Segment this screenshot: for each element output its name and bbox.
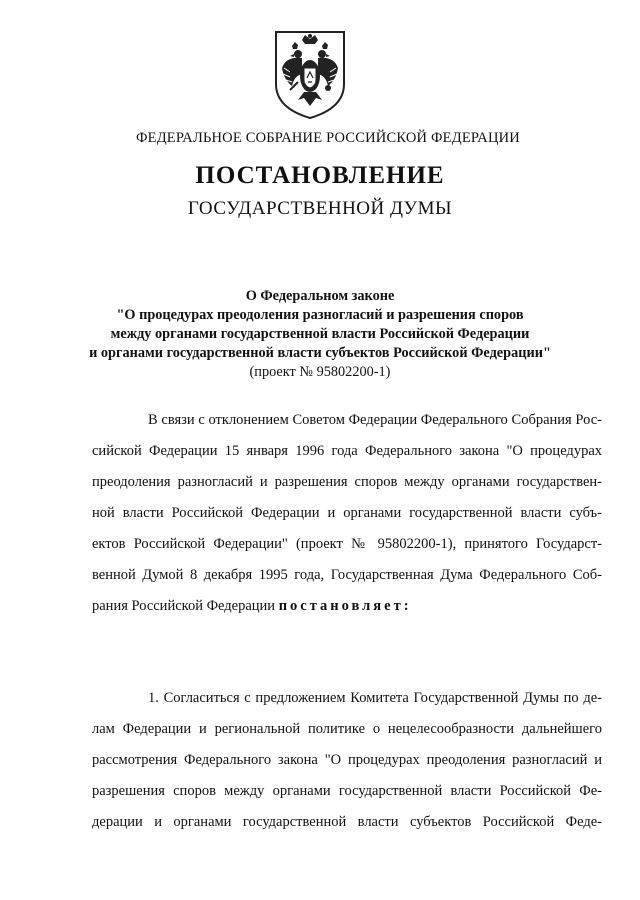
text-line: венной Думой 8 декабря 1995 года, Государственная Дума Федерального Соб-	[92, 567, 602, 583]
text-line: В связи с отклонением Советом Федерации Федерального Собрания Рос-	[148, 412, 602, 428]
paragraph-preamble	[92, 405, 602, 622]
document-type-title: ПОСТАНОВЛЕНИЕ	[195, 162, 445, 189]
text-line: преодоления разногласий и разрешения споров между органами государствен-	[92, 474, 602, 490]
subject-line: между органами государственной власти Российской Федерации	[110, 326, 530, 342]
paragraph-item-1	[92, 683, 602, 838]
project-number: (проект № 95802200-1)	[249, 364, 391, 380]
text-line: лам Федерации и региональной политике о нецелесообразности дальнейшего	[92, 721, 602, 737]
resolves-keyword: постановляет:	[278, 598, 412, 614]
text-line: рассмотрения Федерального закона "О процедурах преодоления разногласий и	[92, 752, 602, 768]
subject-line: О Федеральном законе	[245, 288, 395, 304]
issuer-subtitle: ГОСУДАРСТВЕННОЙ ДУМЫ	[187, 198, 453, 219]
organization-header: ФЕДЕРАЛЬНОЕ СОБРАНИЕ РОССИЙСКОЙ ФЕДЕРАЦИИ	[136, 130, 520, 146]
coat-of-arms-icon	[272, 28, 348, 122]
text-line: разрешения споров между органами государственной власти Российской Фе-	[92, 783, 602, 799]
emblem	[272, 28, 348, 122]
subject-line: "О процедурах преодоления разногласий и разрешения споров	[116, 307, 524, 323]
law-subject-block	[0, 287, 640, 382]
text-line: сийской Федерации 15 января 1996 года Федерального закона "О процедурах	[92, 443, 602, 459]
text-line: ной власти Российской Федерации и органами государственной власти субъ-	[92, 505, 602, 521]
text-line: дерации и органами государственной власти субъектов Российской Феде-	[92, 814, 602, 830]
subject-line: и органами государственной власти субъектов Российской Федерации"	[89, 345, 551, 361]
text-fragment: рания Российской Федерации	[92, 598, 279, 614]
text-line: ектов Российской Федерации" (проект № 95802200-1), принятого Государст-	[92, 536, 602, 552]
text-line	[92, 591, 602, 622]
text-line: 1. Согласиться с предложением Комитета Государственной Думы по де-	[148, 690, 602, 706]
